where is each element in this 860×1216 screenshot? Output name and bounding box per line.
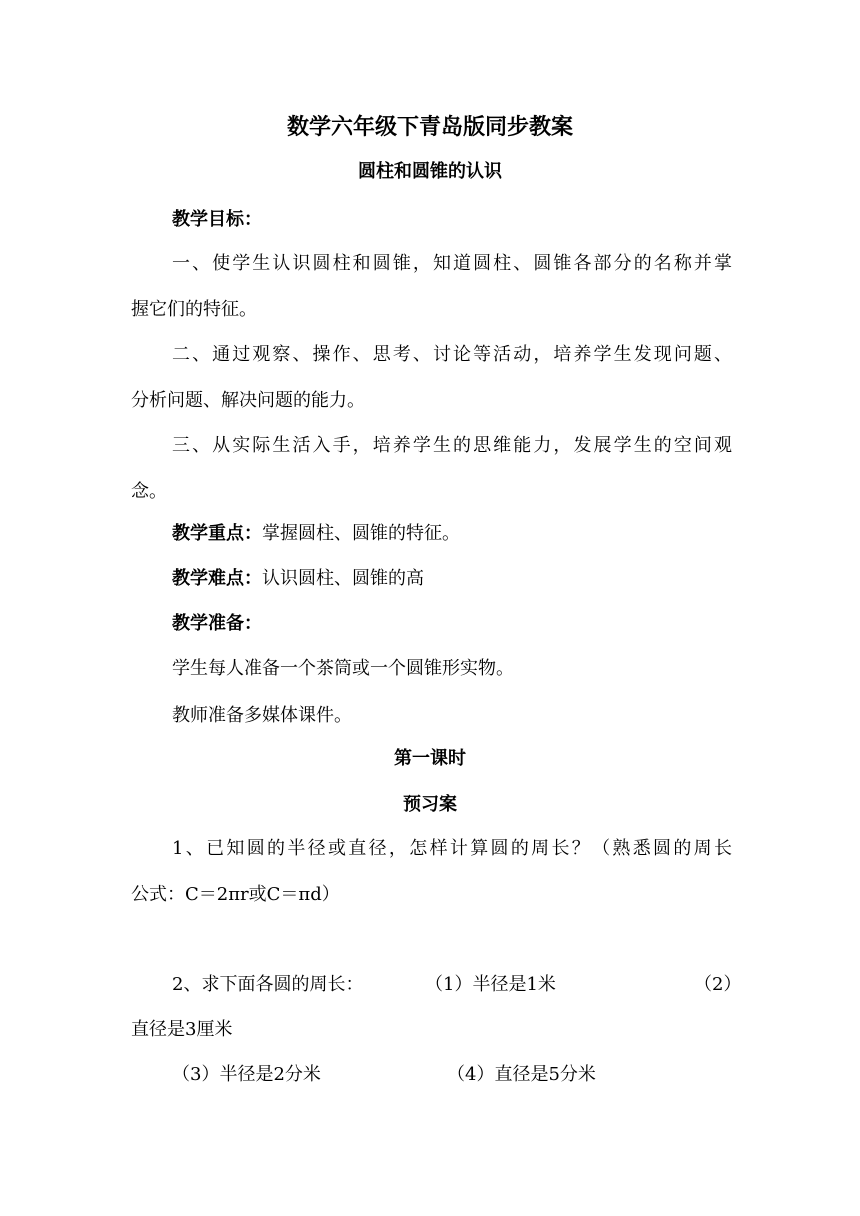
objective-1-line1: 一、使学生认识圆柱和圆锥，知道圆柱、圆锥各部分的名称并掌: [172, 253, 732, 274]
difficulty-text: 认识圆柱、圆锥的高: [262, 568, 424, 589]
prep-teacher: 教师准备多媒体课件。: [172, 705, 352, 726]
prep-heading: 教学准备：: [172, 613, 262, 634]
objective-1-line2: 握它们的特征。: [131, 299, 257, 320]
key-point: [172, 521, 460, 547]
objective-2-line1: 二、通过观察、操作、思考、讨论等活动，培养学生发现问题、: [172, 344, 732, 365]
question-2-item-3: （3）半径是2分米: [172, 1064, 321, 1085]
lesson-heading: 第一课时: [394, 748, 466, 769]
objectives-heading: 教学目标：: [172, 209, 262, 230]
objective-3-line1: 三、从实际生活入手，培养学生的思维能力，发展学生的空间观: [172, 435, 732, 456]
prep-students: 学生每人准备一个茶筒或一个圆锥形实物。: [172, 658, 514, 679]
question-2-item-2-number: （2）: [694, 974, 742, 995]
question-2-item-4: （4）直径是5分米: [447, 1064, 596, 1085]
question-2-item-2-text: 直径是3厘米: [131, 1019, 233, 1040]
key-point-text: 掌握圆柱、圆锥的特征。: [262, 523, 460, 544]
objective-3-line2: 念。: [131, 481, 167, 502]
question-2-item-1: （1）半径是1米: [425, 974, 556, 995]
preview-heading: 预习案: [403, 794, 457, 815]
key-point-label: 教学重点：: [172, 523, 262, 544]
document-title: 数学六年级下青岛版同步教案: [286, 115, 573, 140]
difficulty: [172, 566, 424, 592]
question-1-line1: 1、已知圆的半径或直径，怎样计算圆的周长？（熟悉圆的周长: [172, 838, 732, 859]
objective-2-line2: 分析问题、解决问题的能力。: [131, 390, 365, 411]
document-subtitle: 圆柱和圆锥的认识: [358, 161, 502, 182]
question-2-prefix: 2、求下面各圆的周长：: [172, 974, 364, 995]
difficulty-label: 教学难点：: [172, 568, 262, 589]
question-1-line2: 公式：C＝2πr或C＝πd）: [131, 884, 340, 905]
